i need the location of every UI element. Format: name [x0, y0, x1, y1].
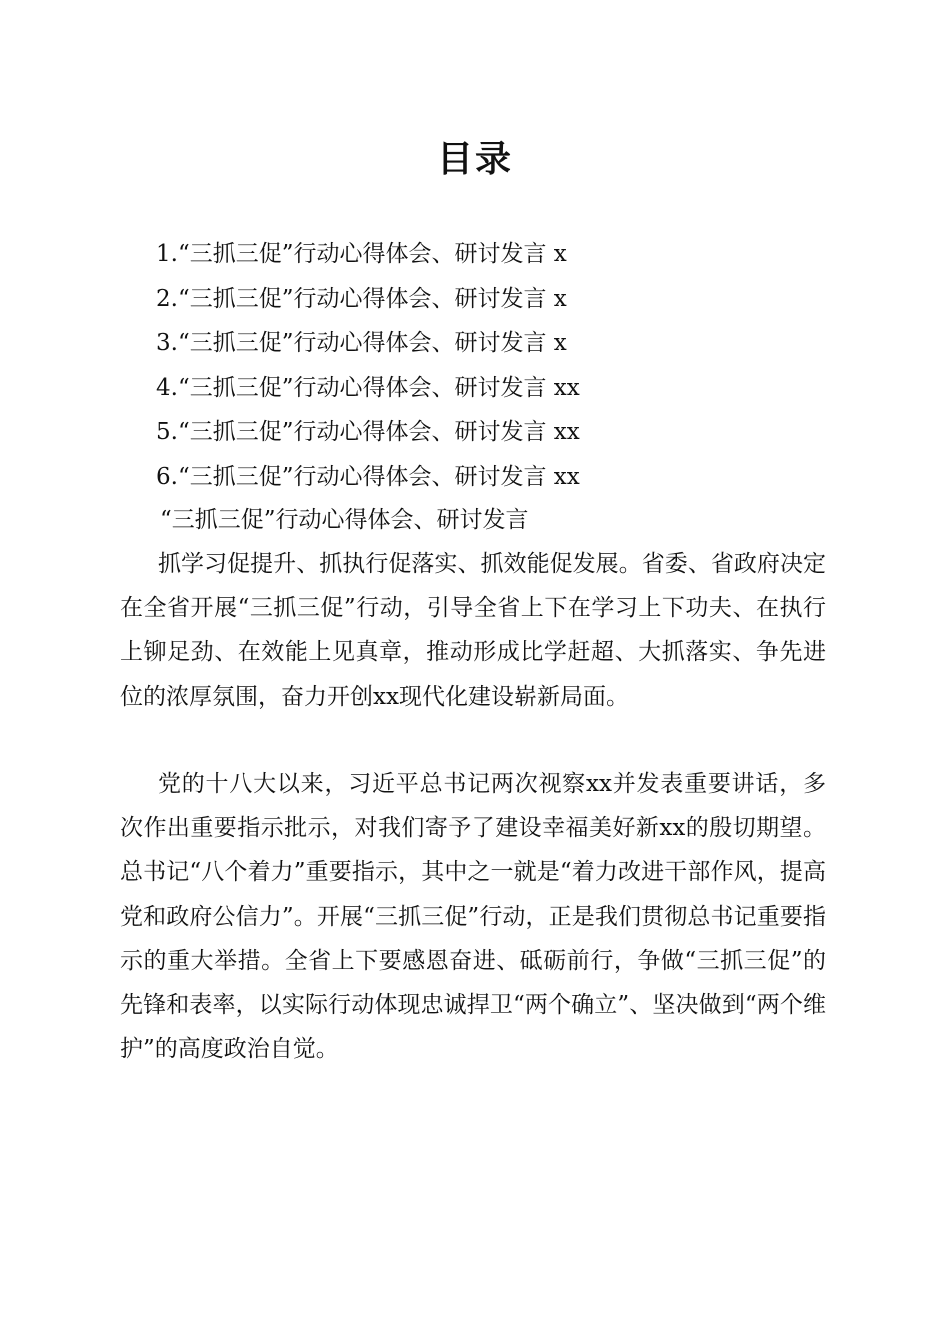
toc-item: [156, 277, 580, 322]
toc-item: [156, 410, 580, 455]
page-title: 目录: [436, 138, 513, 180]
article-title: “三抓三促”行动心得体会、研讨发言: [160, 507, 529, 533]
toc-item: [156, 232, 580, 277]
toc-item-number: 3.: [156, 330, 178, 356]
table-of-contents: [156, 232, 580, 499]
toc-item-number: 6.: [156, 463, 178, 490]
toc-item: [156, 321, 580, 366]
toc-item: [156, 455, 580, 500]
toc-item: [156, 366, 580, 411]
toc-item-text: “三抓三促”行动心得体会、研讨发言 xx: [177, 463, 580, 490]
toc-item-text: “三抓三促”行动心得体会、研讨发言 x: [177, 330, 567, 356]
toc-item-number: 5.: [156, 419, 178, 445]
toc-item-number: 1.: [156, 241, 178, 267]
body-paragraph: 抓学习促提升、抓执行促落实、抓效能促发展。省委、省政府决定在全省开展“三抓三促”行动，引导全省上下在学习上下功夫、在执行上铆足劲、在效能上见真章，推动形成比学赶超、大抓落实、争先进位的浓厚氛围，奋力开创xx现代化建设崭新局面。: [120, 551, 826, 710]
toc-item-text: “三抓三促”行动心得体会、研讨发言 x: [177, 241, 567, 267]
toc-item-text: “三抓三促”行动心得体会、研讨发言 xx: [177, 374, 580, 401]
toc-item-number: 4.: [156, 374, 178, 401]
toc-item-number: 2.: [156, 285, 178, 312]
body-paragraph: 党的十八大以来，习近平总书记两次视察xx并发表重要讲话，多次作出重要指示批示，对我们寄予了建设幸福美好新xx的殷切期望。总书记“八个着力”重要指示，其中之一就是“着力改进干部作风，提高党和政府公信力”。开展“三抓三促”行动，正是我们贯彻总书记重要指示的重大举措。全省上下要感恩奋进、砥砺前行，争做“三抓三促”的先锋和表率，以实际行动体现忠诚捍卫“两个确立”、坚决做到“两个维护”的高度政治自觉。: [120, 771, 826, 1063]
toc-item-text: “三抓三促”行动心得体会、研讨发言 x: [177, 285, 567, 312]
toc-item-text: “三抓三促”行动心得体会、研讨发言 xx: [177, 419, 580, 445]
